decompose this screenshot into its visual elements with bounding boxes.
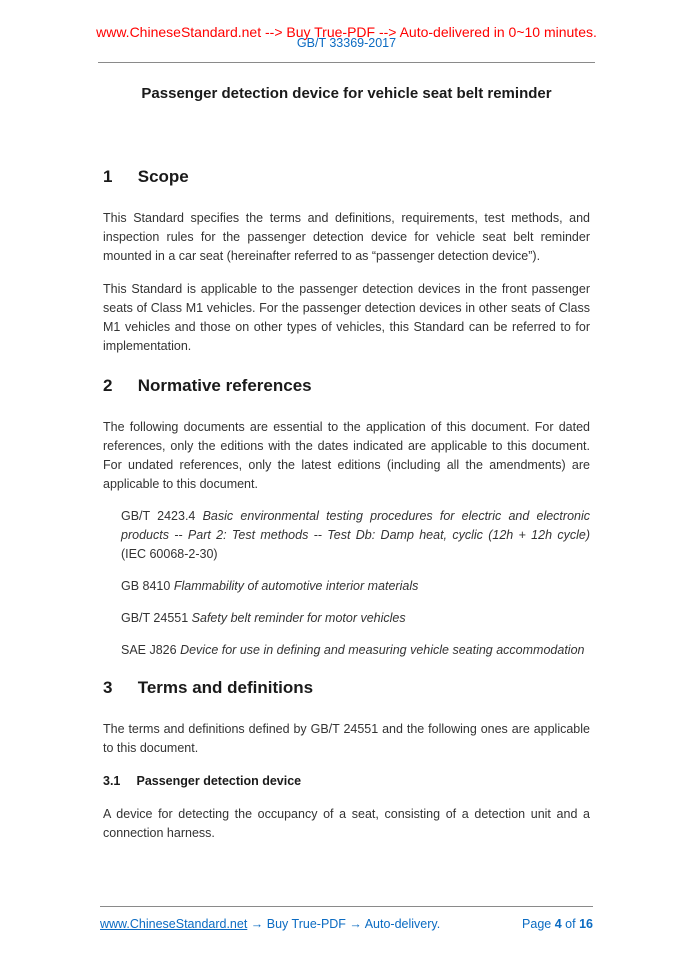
page-total: 16 [579, 917, 593, 931]
reference-title: Safety belt reminder for motor vehicles [191, 611, 406, 625]
terms-intro: The terms and definitions defined by GB/T 24551 and the following ones are applicable to this document. [103, 722, 590, 755]
reference-code: GB/T 24551 [121, 611, 192, 625]
page-of-label: of [565, 917, 576, 931]
scope-paragraph-1: This Standard specifies the terms and definitions, requirements, test methods, and inspection rules for the passenger detection device for vehicle seat belt reminder mounted in a car seat (hereinafter referred to as “passenger detection device”). [103, 211, 590, 263]
subsection-3-1-number: 3.1 [103, 774, 121, 788]
reference-title: Basic environmental testing procedures for electric and electronic products -- Part 2: Test methods -- Test Db: Damp heat, cyclic (12h + 12h cycle) [121, 509, 591, 542]
footer-link [100, 916, 440, 932]
section-2-name: Normative references [137, 376, 312, 395]
doc-number: GB/T 33369-2017 [296, 36, 397, 50]
reference-item [121, 641, 590, 660]
definition-paragraph: A device for detecting the occupancy of a seat, consisting of a detection unit and a connection harness. [103, 807, 590, 840]
section-3-number: 3 [103, 678, 113, 697]
reference-title: Flammability of automotive interior materials [173, 579, 419, 593]
section-2-number: 2 [103, 376, 113, 395]
subsection-3-1-name: Passenger detection device [136, 774, 302, 788]
reference-item [121, 577, 590, 596]
section-2-heading [103, 376, 590, 396]
header-divider [98, 62, 595, 63]
reference-suffix: (IEC 60068-2-30) [121, 547, 218, 561]
header-ad-link[interactable]: www.ChineseStandard.net --> Buy True-PDF --> Auto-delivered in 0~10 minutes. [96, 24, 597, 40]
page-footer [100, 906, 593, 932]
section-3-heading [103, 678, 590, 698]
reference-item [121, 507, 590, 564]
reference-item [121, 609, 590, 628]
document-body [103, 0, 590, 843]
section-1-heading [103, 167, 590, 187]
page-current: 4 [554, 917, 562, 931]
reference-code: GB/T 2423.4 [121, 509, 203, 523]
footer-link-text: → Buy True-PDF → Auto-delivery. [247, 917, 441, 931]
reference-title: Device for use in defining and measuring vehicle seating accommodation [180, 643, 585, 657]
subsection-3-1-heading [103, 772, 590, 791]
section-1-name: Scope [137, 167, 189, 186]
scope-paragraph-2: This Standard is applicable to the passenger detection devices in the front passenger seats of Class M1 vehicles. For the passenger detection devices in other seats of Class M1 vehicles and those on other types of vehicles, this Standard can be referred to for implementation. [103, 282, 590, 353]
page-indicator [522, 916, 593, 932]
page-label: Page [522, 917, 552, 931]
reference-code: SAE J826 [121, 643, 181, 657]
document-title: Passenger detection device for vehicle seat belt reminder [141, 85, 552, 102]
reference-code: GB 8410 [121, 579, 174, 593]
normative-references-intro: The following documents are essential to the application of this document. For dated references, only the editions with the dates indicated are applicable to this document. For undated references, only the latest editions (including all the amendments) are applicable to this document. [103, 420, 590, 491]
footer-site-link[interactable]: www.ChineseStandard.net [100, 917, 248, 931]
section-1-number: 1 [103, 167, 113, 186]
section-3-name: Terms and definitions [137, 678, 314, 697]
